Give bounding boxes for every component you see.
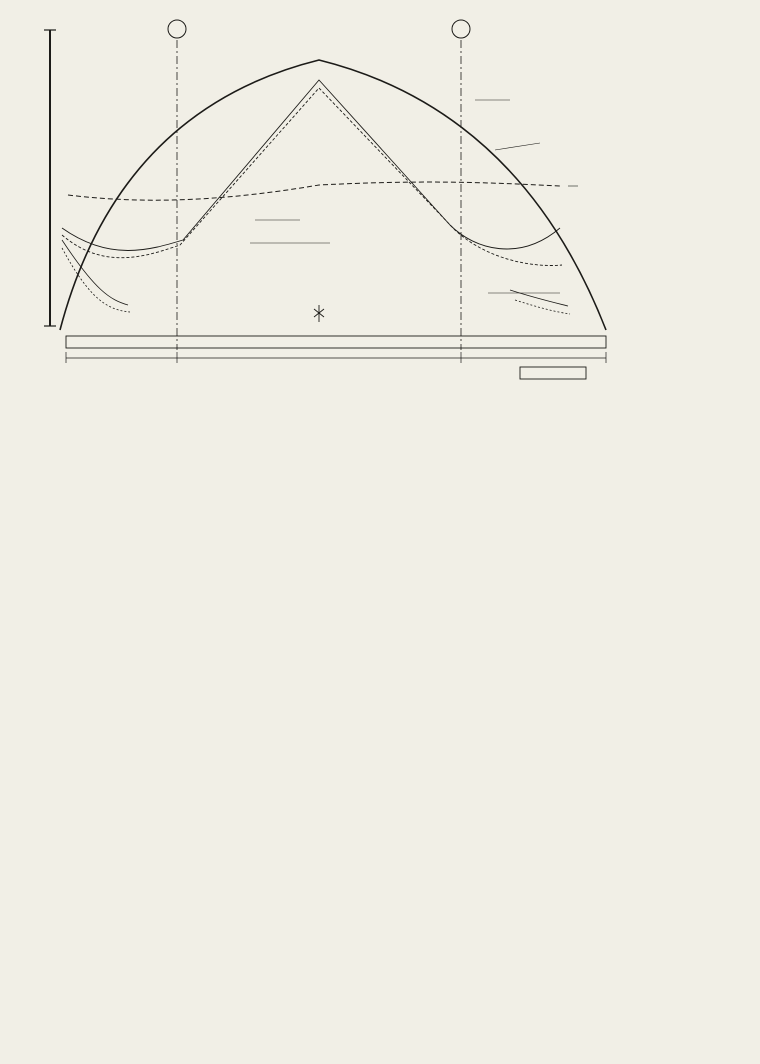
support-6 (452, 20, 470, 350)
curve-korrigalt-hossz-szelveny (60, 60, 606, 330)
curve-visszaszerelt-elemek (62, 248, 570, 314)
span-dimensions (66, 352, 606, 363)
left-column (36, 404, 366, 418)
element-bar (66, 336, 606, 348)
curve-lekorrigalt-elemek (62, 88, 562, 266)
right-column (396, 404, 732, 418)
code-box (520, 367, 586, 379)
curve-label-tervezett (495, 143, 540, 150)
support-5 (168, 20, 186, 350)
correction-diagram (0, 0, 760, 400)
figure (0, 0, 760, 400)
curve-szerelesi-alak (62, 80, 560, 251)
curve-tervezett-hossz-szelveny (68, 182, 560, 200)
y-axis-scale (44, 30, 56, 326)
midspan-mark (314, 305, 324, 322)
